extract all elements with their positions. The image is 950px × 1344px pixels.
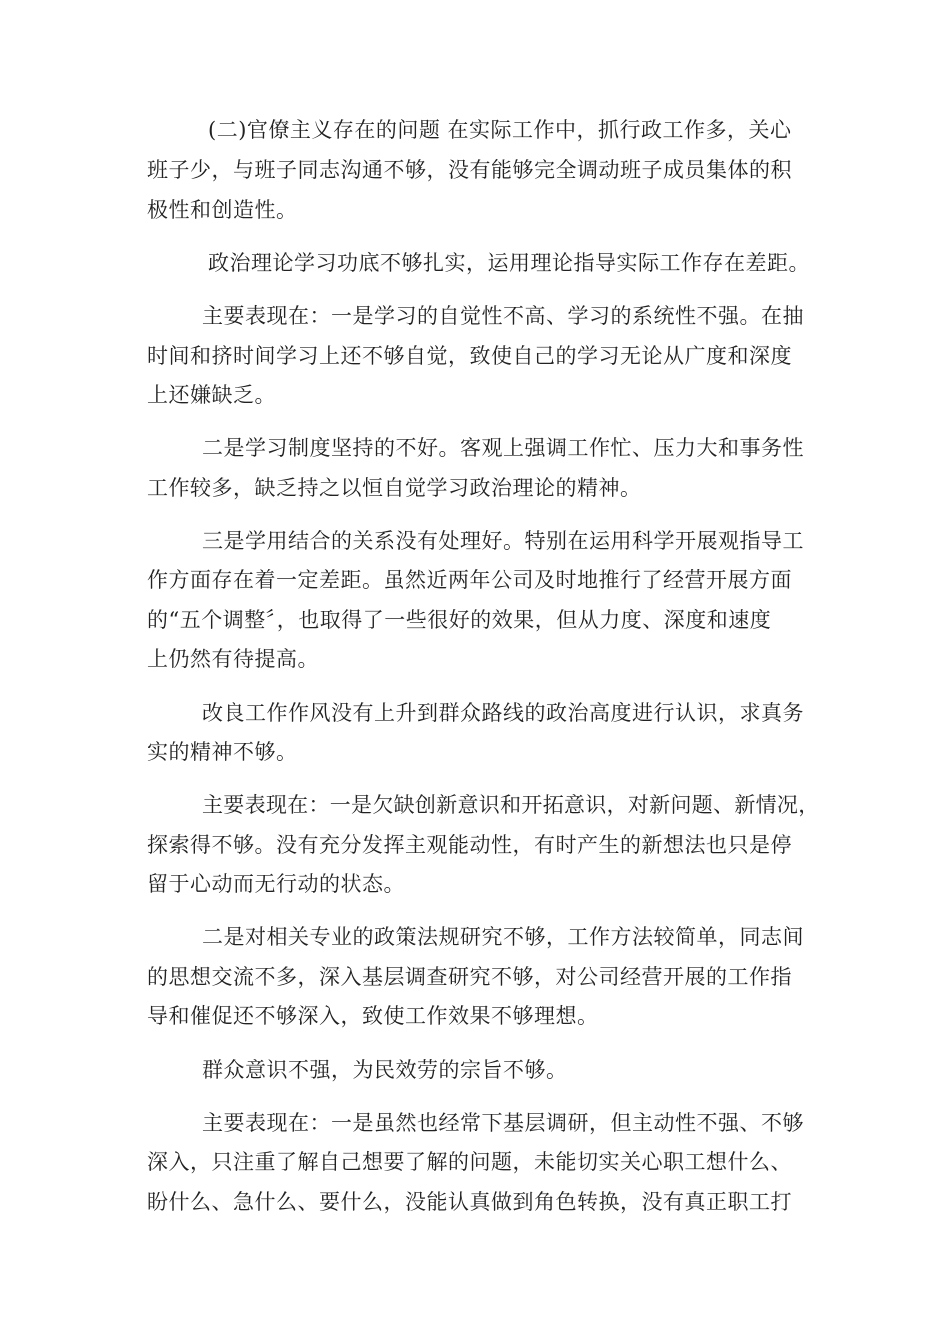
- paragraph-8-line-3: 导和催促还不够深入，致使工作效果不够理想。: [147, 1004, 599, 1028]
- paragraph-6-line-2: 实的精神不够。: [147, 740, 298, 764]
- paragraph-7-line-1: 主要表现在：一是欠缺创新意识和开拓意识，对新问题、新情况，: [202, 793, 820, 817]
- paragraph-1-line-3: 极性和创造性。: [147, 198, 298, 222]
- paragraph-8-line-1: 二是对相关专业的政策法规研究不够，工作方法较简单，同志间: [202, 925, 804, 949]
- paragraph-5-line-4: 上仍然有待提高。: [147, 647, 319, 671]
- paragraph-10-line-2: 深入，只注重了解自己想要了解的问题，未能切实关心职工想什么、: [147, 1150, 792, 1174]
- paragraph-3-line-1: 主要表现在：一是学习的自觉性不高、学习的系统性不强。在抽: [202, 304, 804, 328]
- paragraph-8-line-2: 的思想交流不多，深入基层调查研究不够，对公司经营开展的工作指: [147, 965, 792, 989]
- paragraph-10-line-1: 主要表现在：一是虽然也经常下基层调研，但主动性不强、不够: [202, 1111, 804, 1135]
- paragraph-1-line-1: (二)官僚主义存在的问题 在实际工作中，抓行政工作多，关心: [208, 118, 792, 142]
- paragraph-4-line-2: 工作较多，缺乏持之以恒自觉学习政治理论的精神。: [147, 476, 642, 500]
- paragraph-7-line-2: 探索得不够。没有充分发挥主观能动性，有时产生的新想法也只是停: [147, 833, 792, 857]
- paragraph-4-line-1: 二是学习制度坚持的不好。客观上强调工作忙、压力大和事务性: [202, 436, 804, 460]
- paragraph-3-line-2: 时间和挤时间学习上还不够自觉，致使自己的学习无论从广度和深度: [147, 344, 792, 368]
- paragraph-3-line-3: 上还嫌缺乏。: [147, 383, 276, 407]
- paragraph-5-line-3: 的“五个调整〞，也取得了一些很好的效果，但从力度、深度和速度: [147, 608, 772, 632]
- paragraph-10-line-3: 盼什么、急什么、要什么，没能认真做到角色转换，没有真正职工打: [147, 1190, 792, 1214]
- paragraph-5-line-1: 三是学用结合的关系没有处理好。特别在运用科学开展观指导工: [202, 529, 804, 553]
- paragraph-9-line-1: 群众意识不强，为民效劳的宗旨不够。: [202, 1058, 568, 1082]
- paragraph-2-line-1: 政治理论学习功底不够扎实，运用理论指导实际工作存在差距。: [208, 251, 810, 275]
- paragraph-6-line-1: 改良工作作风没有上升到群众路线的政治高度进行认识，求真务: [202, 701, 804, 725]
- paragraph-7-line-3: 留于心动而无行动的状态。: [147, 872, 405, 896]
- paragraph-5-line-2: 作方面存在着一定差距。虽然近两年公司及时地推行了经营开展方面: [147, 568, 792, 592]
- paragraph-1-line-2: 班子少，与班子同志沟通不够，没有能够完全调动班子成员集体的积: [147, 158, 792, 182]
